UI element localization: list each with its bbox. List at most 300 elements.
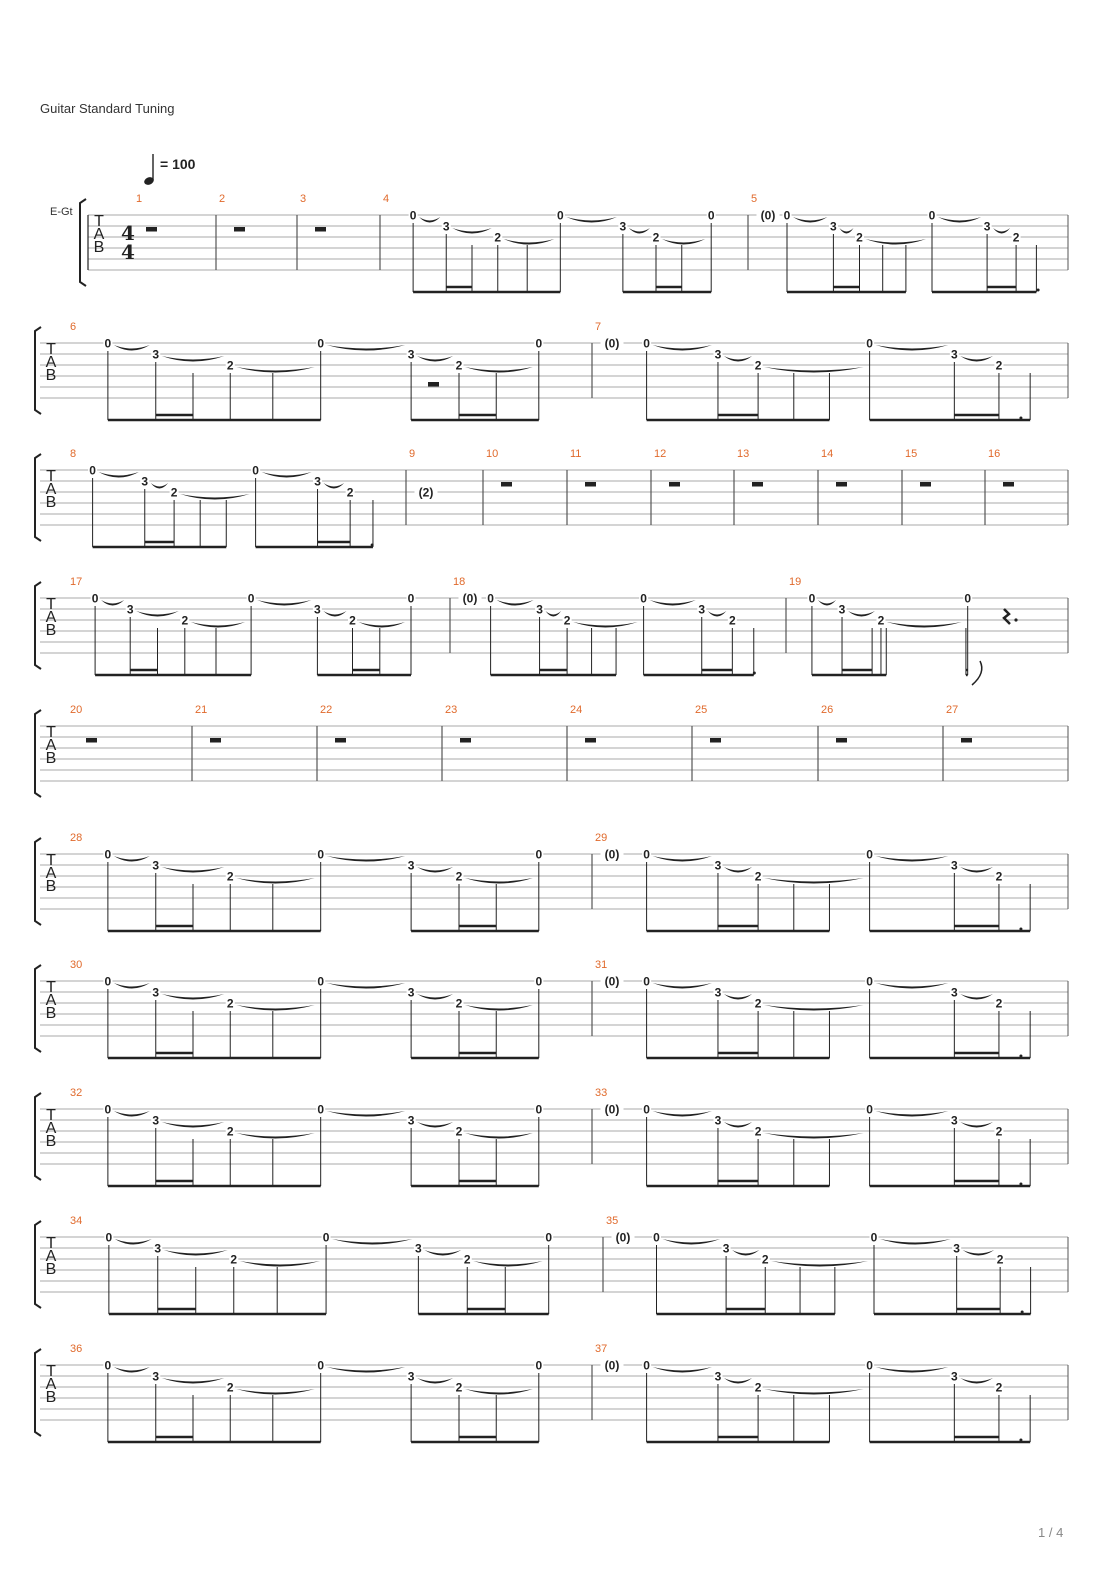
measure-number: 5 <box>751 193 758 205</box>
fret-number: 2 <box>754 1380 762 1395</box>
tie-arc <box>793 217 827 223</box>
tie-arc <box>417 356 453 362</box>
fret-number: 0 <box>866 1102 873 1117</box>
fret-number: 3 <box>830 219 837 234</box>
tie-arc <box>960 356 993 362</box>
dot <box>1019 1439 1022 1442</box>
measure-number: 32 <box>70 1087 83 1099</box>
measure-number: 3 <box>300 193 307 205</box>
tie-arc <box>465 1133 533 1139</box>
tie-arc <box>417 1122 453 1128</box>
whole-rest-icon <box>585 738 596 743</box>
fret-number: 3 <box>126 602 134 617</box>
tab-clef-letter: T <box>46 1235 56 1252</box>
fret-number: 2 <box>170 485 178 500</box>
measure-number: 9 <box>409 448 416 460</box>
tied-fret-number: (0) <box>760 208 776 223</box>
tie-arc <box>960 994 993 1000</box>
tie-arc <box>708 611 727 617</box>
measure-number: 20 <box>70 704 83 716</box>
tie-arc <box>465 878 533 884</box>
tie-arc <box>162 867 224 873</box>
tie-arc <box>866 239 927 245</box>
tie-arc <box>236 878 314 884</box>
tie-arc <box>262 472 312 478</box>
fret-number: 3 <box>714 985 722 1000</box>
fret-number: 3 <box>314 474 321 489</box>
quarter-rest-icon <box>1004 609 1010 624</box>
system-bracket <box>35 1221 41 1308</box>
tie-arc <box>115 1239 152 1245</box>
measure-number: 29 <box>595 832 608 844</box>
tab-clef-letter: A <box>45 992 57 1009</box>
tie-arc <box>240 1261 320 1267</box>
whole-rest-icon <box>501 482 512 487</box>
fret-number: 2 <box>494 230 502 245</box>
fret-number: 2 <box>652 230 660 245</box>
fret-number: 3 <box>407 858 415 873</box>
tie-arc <box>960 867 993 873</box>
measure <box>70 448 374 547</box>
measure-number: 23 <box>445 704 458 716</box>
fret-number: 3 <box>953 1241 960 1256</box>
tab-clef-letter: A <box>93 226 105 243</box>
tie-arc <box>151 483 168 489</box>
fret-number: 2 <box>226 1380 234 1395</box>
tie-arc <box>332 1239 412 1245</box>
tie-arc <box>960 1122 993 1128</box>
tie-arc <box>417 994 453 1000</box>
fret-number: 3 <box>714 347 722 362</box>
fret-number: 0 <box>783 208 791 223</box>
fret-number: 3 <box>407 347 415 362</box>
fret-number: 2 <box>995 869 1003 884</box>
tied-fret-number: (2) <box>418 485 434 500</box>
measure-number: 1 <box>136 193 143 205</box>
measure-number: 31 <box>595 959 608 971</box>
tie-arc <box>327 1367 405 1373</box>
measure-number: 7 <box>595 321 602 333</box>
tab-system <box>35 704 1068 797</box>
measure-number: 17 <box>70 576 83 588</box>
fret-number: 2 <box>995 1124 1003 1139</box>
system-bracket <box>35 965 41 1052</box>
tab-clef-letter: T <box>46 852 56 869</box>
fret-number: 3 <box>536 602 543 617</box>
whole-rest-icon <box>460 738 471 743</box>
fret-number: 0 <box>643 1102 650 1117</box>
fret-number: 2 <box>226 1124 234 1139</box>
measure-number: 19 <box>789 576 802 588</box>
tie-arc <box>236 1133 314 1139</box>
tie-arc <box>162 1122 224 1128</box>
fret-number: 3 <box>714 1369 722 1384</box>
fret-number: 3 <box>152 347 160 362</box>
tie-arc <box>876 1111 949 1117</box>
fret-number: 0 <box>640 591 647 606</box>
measure <box>70 1215 553 1314</box>
fret-number: 3 <box>950 347 958 362</box>
tie-arc <box>162 994 224 1000</box>
tie-arc <box>417 1378 453 1384</box>
tie-arc <box>236 1389 314 1395</box>
fret-number: 0 <box>866 847 873 862</box>
fret-number: 0 <box>409 208 417 223</box>
measure <box>453 576 756 675</box>
tie-arc <box>162 356 224 362</box>
tie-arc <box>662 239 705 245</box>
tie-arc <box>136 611 179 617</box>
tie-arc <box>663 1239 721 1245</box>
measure-number: 22 <box>320 704 333 716</box>
measure-number: 10 <box>486 448 499 460</box>
tied-fret-number: (0) <box>604 847 620 862</box>
tie-arc <box>653 1367 712 1373</box>
fret-number: 0 <box>104 974 112 989</box>
fret-number: 2 <box>346 485 354 500</box>
tie-arc <box>876 1367 949 1373</box>
tie-arc <box>724 994 752 1000</box>
tied-fret-number: (0) <box>604 1102 620 1117</box>
tab-system <box>80 193 1068 292</box>
fret-number: 0 <box>535 974 543 989</box>
whole-rest-icon <box>210 738 221 743</box>
whole-rest-icon <box>1003 482 1014 487</box>
whole-rest-icon <box>836 738 847 743</box>
tie-arc <box>818 600 836 606</box>
tie-arc <box>876 983 949 989</box>
measure-number: 36 <box>70 1343 83 1355</box>
system-bracket <box>35 454 41 541</box>
fret-number: 3 <box>152 1369 160 1384</box>
fret-number: 0 <box>91 591 99 606</box>
tie-arc <box>323 611 346 617</box>
measure <box>751 193 1040 292</box>
whole-rest-icon <box>961 738 972 743</box>
measure-number: 8 <box>70 448 77 460</box>
measure-number: 2 <box>219 193 226 205</box>
tie-arc <box>419 217 440 223</box>
fret-number: 3 <box>950 858 958 873</box>
fret-number: 0 <box>407 591 415 606</box>
tab-clef-letter: B <box>93 239 105 256</box>
measure <box>70 959 543 1058</box>
tied-fret-number: (0) <box>604 1358 620 1373</box>
fret-number: 3 <box>415 1241 422 1256</box>
tab-clef-letter: T <box>46 724 56 741</box>
tie-arc <box>114 1367 150 1373</box>
fret-number: 0 <box>964 591 972 606</box>
fret-number: 3 <box>950 1113 958 1128</box>
fret-number: 2 <box>455 869 463 884</box>
system-bracket <box>35 838 41 925</box>
tab-clef-letter: T <box>46 468 56 485</box>
tab-system <box>35 832 1068 931</box>
tab-clef-letter: B <box>45 622 57 639</box>
system-bracket <box>35 710 41 797</box>
fret-number: 0 <box>870 1230 878 1245</box>
measure-number: 25 <box>695 704 708 716</box>
tie-arc <box>653 1111 712 1117</box>
fret-number: 3 <box>152 858 160 873</box>
time-signature-bottom: 4 <box>121 240 135 264</box>
tab-clef-letter: B <box>45 1389 57 1406</box>
measure <box>595 321 1030 420</box>
fret-number: 3 <box>714 858 722 873</box>
dot <box>1019 1055 1022 1058</box>
fret-number: 0 <box>317 847 325 862</box>
tie-arc <box>164 1250 228 1256</box>
tie-arc <box>771 1261 868 1267</box>
measure-number: 35 <box>606 1215 619 1227</box>
fret-number: 2 <box>996 1252 1004 1267</box>
tie-arc <box>101 600 124 606</box>
whole-rest-icon <box>752 482 763 487</box>
fret-number: 2 <box>728 613 736 628</box>
measure-number: 28 <box>70 832 83 844</box>
measure-number: 34 <box>70 1215 83 1227</box>
tie-arc <box>650 600 696 606</box>
tie-arc <box>327 983 405 989</box>
tab-clef-letter: T <box>46 341 56 358</box>
tie-arc <box>465 367 533 373</box>
fret-number: 2 <box>754 869 762 884</box>
system-bracket <box>80 199 86 286</box>
tie-arc <box>473 1261 542 1267</box>
fret-number: 2 <box>226 996 234 1011</box>
fret-number: 2 <box>455 358 463 373</box>
tie-arc <box>764 1005 864 1011</box>
fret-number: 3 <box>154 1241 162 1256</box>
measure-number: 30 <box>70 959 83 971</box>
fret-number: 3 <box>407 1113 415 1128</box>
fret-number: 3 <box>152 985 160 1000</box>
fret-number: 0 <box>643 1358 650 1373</box>
tie-arc <box>960 1378 993 1384</box>
fret-number: 0 <box>545 1230 553 1245</box>
fret-number: 3 <box>983 219 991 234</box>
fret-number: 0 <box>317 1102 325 1117</box>
fret-number: 0 <box>535 1358 543 1373</box>
measure <box>595 832 1030 931</box>
measure-number: 27 <box>946 704 959 716</box>
measure <box>595 959 1030 1058</box>
measure <box>595 1087 1030 1186</box>
tab-clef-letter: A <box>45 609 57 626</box>
dot <box>753 672 756 675</box>
tie-arc <box>724 356 752 362</box>
tab-clef-letter: B <box>45 878 57 895</box>
system-bracket <box>35 327 41 414</box>
tie-arc <box>963 1250 995 1256</box>
fret-number: 2 <box>995 358 1003 373</box>
tie-arc <box>653 983 712 989</box>
dot <box>371 544 374 547</box>
tie-arc <box>162 1378 224 1384</box>
measure <box>606 1215 1031 1314</box>
fret-number: 0 <box>808 591 816 606</box>
tie-arc <box>359 622 406 628</box>
tab-system <box>35 576 1068 685</box>
fret-number: 0 <box>535 847 543 862</box>
tab-clef-letter: B <box>45 1133 57 1150</box>
tie-arc <box>876 856 949 862</box>
tie-arc <box>327 1111 405 1117</box>
dot <box>1037 289 1040 292</box>
measure-number: 14 <box>821 448 834 460</box>
tie-arc <box>566 217 617 223</box>
tie-arc <box>324 483 345 489</box>
whole-rest-icon <box>234 227 245 232</box>
measure-number: 33 <box>595 1087 608 1099</box>
fret-number: 0 <box>556 208 564 223</box>
tie-arc <box>880 1239 951 1245</box>
fret-number: 2 <box>995 996 1003 1011</box>
dot <box>1019 417 1022 420</box>
tie-arc <box>764 367 864 373</box>
fret-number: 2 <box>877 613 885 628</box>
whole-rest-icon <box>335 738 346 743</box>
tab-clef-letter: B <box>45 367 57 384</box>
measure <box>595 1343 1030 1442</box>
tie-arc <box>99 472 139 478</box>
tied-fret-number: (0) <box>615 1230 631 1245</box>
fret-number: 2 <box>226 869 234 884</box>
fret-number: 0 <box>653 1230 660 1245</box>
tab-clef-letter: B <box>45 750 57 767</box>
tie-arc <box>504 239 555 245</box>
tie-arc <box>180 494 250 500</box>
tie-arc <box>724 1378 752 1384</box>
tab-clef-letter: A <box>45 1248 57 1265</box>
tab-clef-letter: B <box>45 494 57 511</box>
measure <box>409 382 439 500</box>
tied-fret-number: (0) <box>462 591 478 606</box>
fret-number: 0 <box>928 208 936 223</box>
fret-number: 3 <box>714 1113 722 1128</box>
fret-number: 2 <box>563 613 571 628</box>
tie-arc <box>546 611 562 617</box>
measure-number: 16 <box>988 448 1001 460</box>
fret-number: 3 <box>141 474 149 489</box>
tab-clef-letter: A <box>45 737 57 754</box>
tie-arc <box>573 622 638 628</box>
fret-number: 0 <box>535 1102 543 1117</box>
fret-number: 3 <box>722 1241 730 1256</box>
measure-number: 13 <box>737 448 750 460</box>
fret-number: 3 <box>442 219 450 234</box>
system-bracket <box>35 1093 41 1180</box>
fret-number: 2 <box>455 1124 463 1139</box>
fret-number: 3 <box>698 602 706 617</box>
fret-number: 2 <box>754 1124 762 1139</box>
tab-clef-letter: T <box>46 979 56 996</box>
dot <box>1021 1311 1024 1314</box>
tempo-value: = 100 <box>160 156 196 172</box>
tied-fret-number: (0) <box>604 336 620 351</box>
tie-arc <box>938 217 981 223</box>
fret-number: 0 <box>643 974 650 989</box>
whole-rest-icon <box>86 738 97 743</box>
fret-number: 2 <box>463 1252 471 1267</box>
fret-number: 0 <box>104 1358 112 1373</box>
tied-fret-number: (0) <box>604 974 620 989</box>
fret-number: 2 <box>995 1380 1003 1395</box>
tie-arc <box>236 367 314 373</box>
tie-arc <box>327 345 405 351</box>
fret-number: 3 <box>619 219 627 234</box>
fret-number: 3 <box>152 1113 160 1128</box>
tie-arc <box>114 1111 150 1117</box>
whole-rest-icon <box>836 482 847 487</box>
fret-number: 2 <box>761 1252 769 1267</box>
tie-arc <box>839 228 853 234</box>
tab-clef-letter: T <box>46 596 56 613</box>
tab-clef-letter: A <box>45 1120 57 1137</box>
fret-number: 0 <box>252 463 259 478</box>
fret-number: 3 <box>407 1369 415 1384</box>
tie-arc <box>764 878 864 884</box>
fret-number: 2 <box>226 358 234 373</box>
instrument-label: E-Gt <box>50 206 73 218</box>
whole-rest-icon <box>585 482 596 487</box>
fret-number: 2 <box>1012 230 1020 245</box>
fret-number: 3 <box>950 1369 958 1384</box>
fret-number: 2 <box>230 1252 238 1267</box>
tuning-label: Guitar Standard Tuning <box>40 101 175 116</box>
tie-arc <box>653 345 712 351</box>
tie-arc <box>724 867 752 873</box>
tie-arc <box>497 600 534 606</box>
fret-number: 0 <box>317 1358 325 1373</box>
tie-arc <box>887 622 962 628</box>
measure-number: 37 <box>595 1343 608 1355</box>
whole-rest-icon <box>920 482 931 487</box>
fret-number: 2 <box>349 613 356 628</box>
fret-number: 0 <box>317 336 325 351</box>
fret-number: 0 <box>487 591 494 606</box>
fret-number: 0 <box>89 463 96 478</box>
fret-number: 0 <box>104 847 112 862</box>
measure <box>70 1087 543 1186</box>
flag <box>972 661 982 685</box>
measure-number: 6 <box>70 321 77 333</box>
measure <box>70 1343 543 1442</box>
fret-number: 2 <box>455 1380 463 1395</box>
whole-rest-icon <box>669 482 680 487</box>
tie-arc <box>724 1122 752 1128</box>
fret-number: 0 <box>643 336 650 351</box>
tie-arc <box>114 983 150 989</box>
measure-number: 15 <box>905 448 918 460</box>
tab-system <box>35 959 1068 1058</box>
tie-arc <box>732 1250 759 1256</box>
fret-number: 0 <box>322 1230 330 1245</box>
tie-arc <box>452 228 492 234</box>
whole-rest-icon <box>428 382 439 387</box>
fret-number: 0 <box>535 336 543 351</box>
tie-arc <box>417 867 453 873</box>
fret-number: 3 <box>314 602 321 617</box>
measure <box>70 832 543 931</box>
tab-clef-letter: B <box>45 1261 57 1278</box>
tie-arc <box>327 856 405 862</box>
fret-number: 0 <box>105 1230 113 1245</box>
tab-system <box>35 1215 1068 1314</box>
fret-number: 2 <box>856 230 863 245</box>
whole-rest-icon <box>315 227 326 232</box>
measure-number: 21 <box>195 704 208 716</box>
